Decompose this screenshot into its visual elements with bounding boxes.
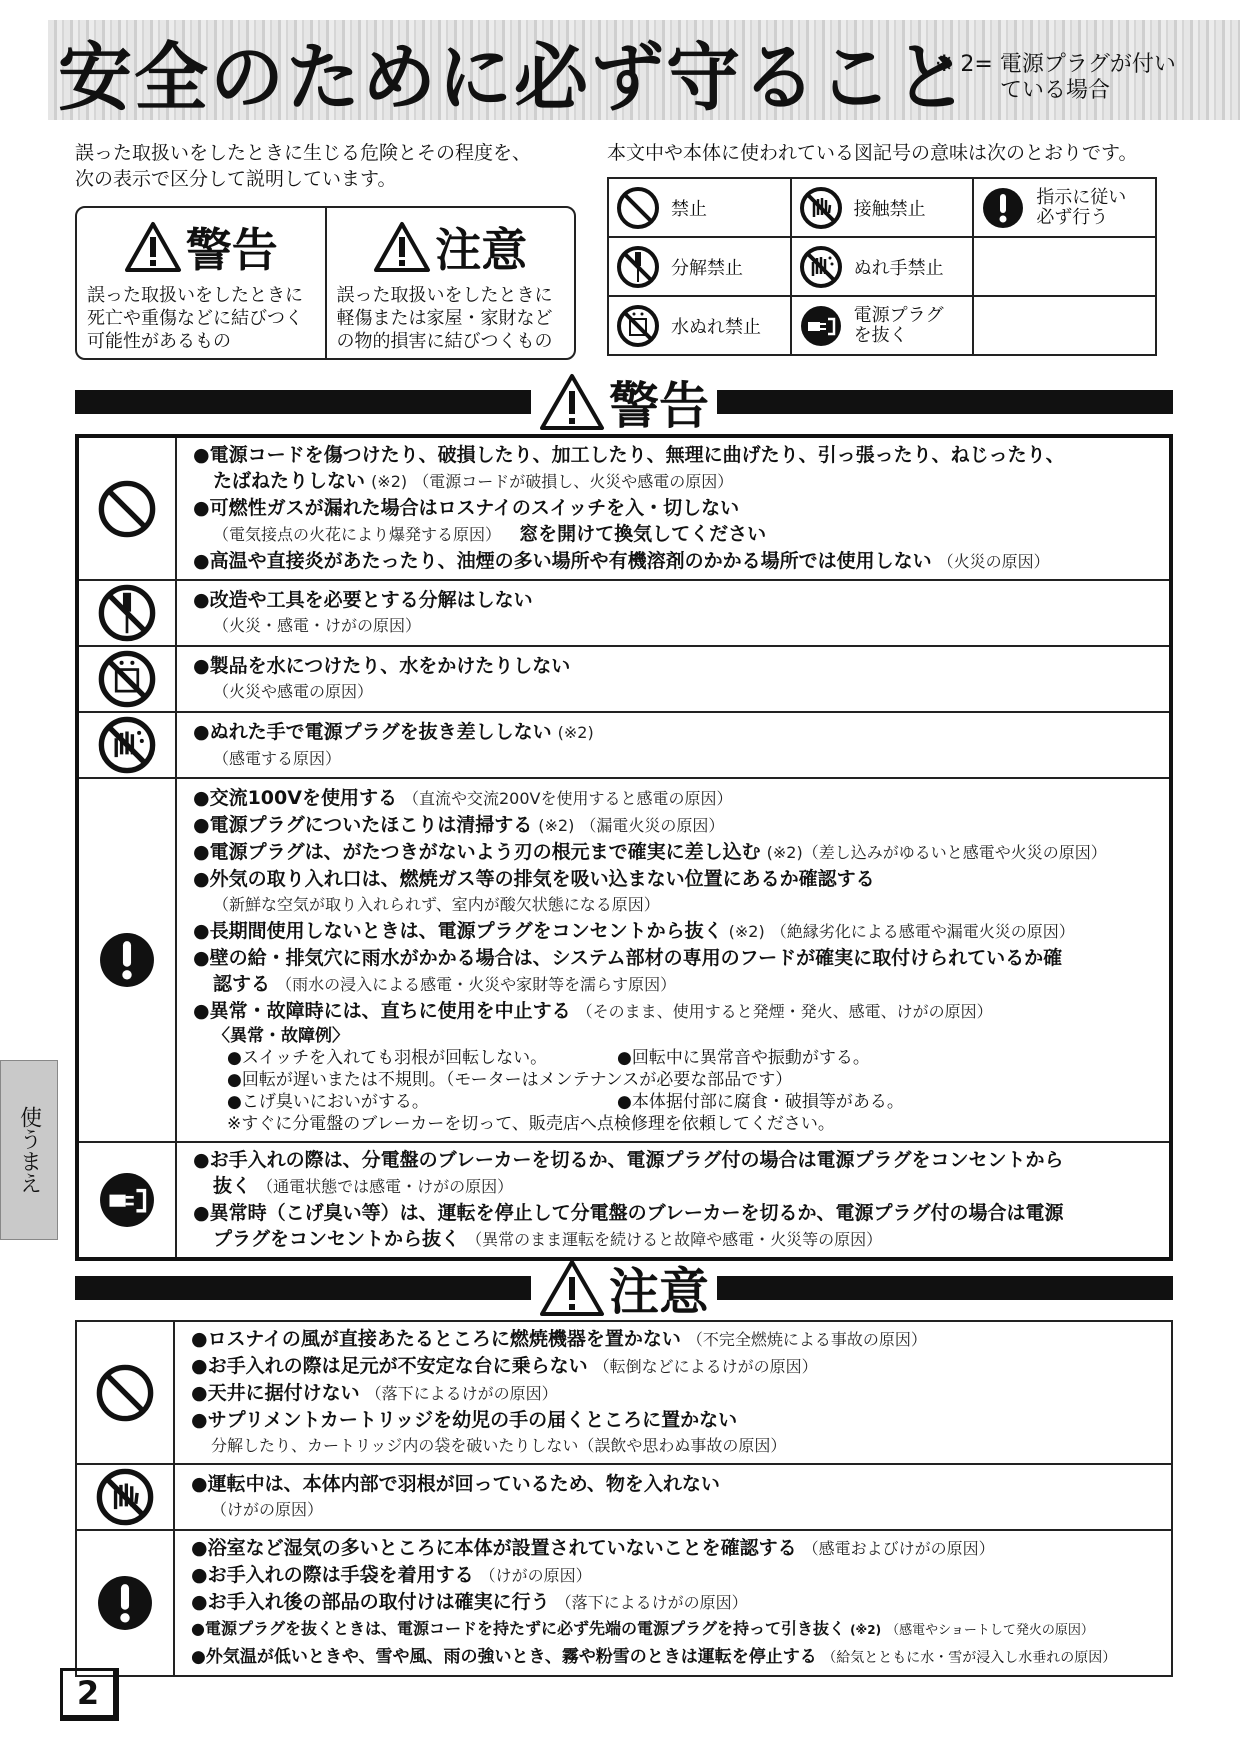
note-line-1: ※ 2= 電源プラグが付い <box>935 52 1176 77</box>
warning-section-header <box>75 372 1173 435</box>
intro-left-line-1: 誤った取扱いをしたときに生じる危険とその程度を、 <box>75 142 532 164</box>
warning-triangle-icon <box>539 373 605 431</box>
example-item: ●回転が遅いまたは不規則。（モーターはメンテナンスが必要な部品です） <box>227 1070 793 1090</box>
symbol-no-disassemble-label: 分解禁止 <box>671 257 743 279</box>
item-text: ●浴室など湿気の多いところに本体が設置されていないことを確認する <box>191 1537 797 1559</box>
caution-triangle-icon <box>539 1259 605 1317</box>
no-water-icon <box>615 303 661 349</box>
no-touch-icon <box>94 1466 156 1528</box>
item-text: たばねたりしない <box>213 470 366 492</box>
item-text: ●異常・故障時には、直ちに使用を中止する <box>193 1000 571 1022</box>
page-number: 2 <box>60 1668 119 1721</box>
prohibit-icon <box>615 185 661 231</box>
warning-desc <box>87 284 315 353</box>
example-heading: 〈異常・故障例〉 <box>213 1026 349 1046</box>
prohibit-icon <box>96 478 158 540</box>
item-text: ●外気の取り入れ口は、燃焼ガス等の排気を吸い込まない位置にあるか確認する <box>193 868 875 890</box>
item-reason: （絶縁劣化による感電や漏電火災の原因） <box>770 922 1075 941</box>
item-reason: （転倒などによるけがの原因） <box>593 1357 818 1376</box>
warning-row-instructions <box>176 778 1171 1142</box>
severity-caution <box>325 208 575 358</box>
caution-desc <box>337 284 565 353</box>
note-ref: (※2) <box>371 472 408 491</box>
warning-row-wet-hands <box>176 712 1171 778</box>
item-reason: （感電やショートして発火の原因） <box>886 1623 1094 1638</box>
warning-row-prohibit <box>176 436 1171 580</box>
note-ref: (※2) <box>850 1623 882 1637</box>
caution-section-header <box>75 1258 1173 1321</box>
item-reason: （落下によるけがの原因） <box>555 1593 748 1612</box>
example-item: ●本体据付部に腐食・破損等がある。 <box>617 1092 904 1112</box>
caution-desc-line: 誤った取扱いをしたときに <box>336 285 553 306</box>
item-text: ●可燃性ガスが漏れた場合はロスナイのスイッチを入・切しない <box>193 497 740 519</box>
item-text: ●お手入れ後の部品の取付けは確実に行う <box>191 1591 550 1613</box>
item-reason: （電源コードが破損し、火災や感電の原因） <box>413 472 734 491</box>
item-text: プラグをコンセントから抜く <box>213 1228 461 1250</box>
item-reason: （そのまま、使用すると発煙・発火、感電、けがの原因） <box>576 1002 993 1021</box>
item-reason: （電気接点の火花により爆発する原因） <box>213 525 502 544</box>
item-reason: （火災・感電・けがの原因） <box>213 616 422 635</box>
caution-table <box>75 1320 1173 1677</box>
item-text: ●外気温が低いときや、雪や風、雨の強いとき、霧や粉雪のときは運転を停止する <box>191 1647 817 1667</box>
item-reason: （給気とともに水・雪が浸入し水垂れの原因） <box>822 1650 1117 1666</box>
caution-desc-line: の物的損害に結びつくもの <box>336 331 553 352</box>
symbol-no-touch-label: 接触禁止 <box>853 198 926 220</box>
example-item: ●回転中に異常音や振動がする。 <box>617 1048 870 1068</box>
note-ref: (※2) <box>538 816 575 835</box>
warning-row-unplug <box>176 1142 1171 1259</box>
item-text: ●運転中は、本体内部で羽根が回っているため、物を入れない <box>191 1473 720 1495</box>
caution-desc-line: 軽傷または家屋・家財など <box>336 308 553 329</box>
note-ref: (※2) <box>557 722 594 742</box>
caution-row-instructions <box>174 1530 1172 1676</box>
intro-right: 本文中や本体に使われている図記号の意味は次のとおりです。 <box>607 142 1138 164</box>
item-reason: （直流や交流200Vを使用すると感電の原因） <box>403 789 733 808</box>
intro-left <box>75 140 531 192</box>
example-note: ※すぐに分電盤のブレーカーを切って、販売店へ点検修理を依頼してください。 <box>227 1114 835 1134</box>
prohibit-icon <box>94 1362 156 1424</box>
item-text: ●製品を水につけたり、水をかけたりしない <box>193 655 571 677</box>
warning-row-water <box>176 646 1171 712</box>
item-reason: （落下によるけがの原因） <box>365 1384 558 1403</box>
example-item: ●スイッチを入れても羽根が回転しない。 <box>227 1048 548 1068</box>
item-reason: （感電する原因） <box>213 748 342 768</box>
symbol-instruct-label-2: 必ず行う <box>1036 206 1109 228</box>
header-bar <box>75 1276 531 1300</box>
caution-row-no-touch <box>174 1464 1172 1530</box>
no-touch-icon <box>798 185 844 231</box>
item-text: ●ロスナイの風が直接あたるところに燃焼機器を置かない <box>191 1328 681 1350</box>
warning-desc-line: 死亡や重傷などに結びつく <box>87 308 303 329</box>
no-disassemble-icon <box>96 582 158 644</box>
item-text: ●電源プラグについたほこりは清掃する <box>193 814 533 836</box>
instruction-icon <box>96 929 158 991</box>
no-disassemble-icon <box>615 244 661 290</box>
severity-warning <box>77 208 325 358</box>
instruction-icon <box>980 185 1026 231</box>
header-bar <box>717 390 1173 414</box>
warning-desc-line: 可能性があるもの <box>87 331 231 352</box>
item-reason: （雨水の浸入による感電・火災や家財等を濡らす原因） <box>276 975 677 994</box>
side-tab <box>0 1060 58 1240</box>
item-text: ●ぬれた手で電源プラグを抜き差ししない <box>193 720 552 743</box>
symbol-instruct-label-1: 指示に従い <box>1036 186 1127 208</box>
item-reason: （新鮮な空気が取り入れられず、室内が酸欠状態になる原因） <box>213 895 660 914</box>
symbol-no-water-label: 水ぬれ禁止 <box>671 316 761 338</box>
header-bar <box>717 1276 1173 1300</box>
item-text: ●お手入れの際は足元が不安定な台に乗らない <box>191 1355 588 1377</box>
note-ref: (※2) <box>728 922 765 941</box>
warning-table <box>75 434 1173 1261</box>
item-text: ●お手入れの際は手袋を着用する <box>191 1564 474 1586</box>
item-text: ●交流100Vを使用する <box>193 787 397 809</box>
warning-triangle-icon <box>124 221 182 273</box>
intro-left-line-2: 次の表示で区分して説明しています。 <box>75 168 397 190</box>
no-wet-hands-icon <box>96 714 158 776</box>
item-reason: （通電状態では感電・けがの原因） <box>257 1177 514 1196</box>
unplug-icon <box>798 303 844 349</box>
no-wet-hands-icon <box>798 244 844 290</box>
unplug-icon <box>96 1169 158 1231</box>
caution-label: 注意 <box>435 223 528 277</box>
item-text: ●電源コードを傷つけたり、破損したり、加工したり、無理に曲げたり、引っ張ったり、ねじったり、 <box>193 444 1065 466</box>
item-reason: （火災の原因） <box>937 552 1050 571</box>
item-text: ●天井に据付けない <box>191 1382 360 1404</box>
warning-section-title: 警告 <box>609 377 709 435</box>
severity-legend <box>75 206 576 360</box>
symbol-legend <box>607 177 1157 356</box>
item-text: ●電源プラグは、がたつきがないよう刃の根元まで確実に差し込む <box>193 841 761 863</box>
item-text: ●異常時（こげ臭い等）は、運転を停止して分電盤のブレーカーを切るか、電源プラグ付の場合は電源 <box>193 1202 1064 1224</box>
symbol-no-wet-hands-label: ぬれ手禁止 <box>853 257 944 279</box>
no-water-icon <box>96 648 158 710</box>
item-text: 抜く <box>213 1175 252 1197</box>
item-text: ●壁の給・排気穴に雨水がかかる場合は、システム部材の専用のフードが確実に取付けられているか確 <box>193 947 1063 969</box>
item-text: 認する <box>213 973 271 995</box>
item-reason: （火災や感電の原因） <box>213 682 374 701</box>
item-reason: （不完全燃焼による事故の原因） <box>686 1330 927 1349</box>
item-text: 窓を開けて換気してください <box>519 523 767 545</box>
example-item: ●こげ臭いにおいがする。 <box>227 1092 429 1112</box>
item-reason: （けがの原因） <box>479 1566 592 1585</box>
item-text: ●長期間使用しないときは、電源プラグをコンセントから抜く <box>193 920 723 942</box>
item-reason: （感電およびけがの原因） <box>802 1539 995 1558</box>
item-reason: 分解したり、カートリッジ内の袋を破いたりしない（誤飲や思わぬ事故の原因） <box>211 1436 787 1455</box>
symbol-prohibit-label: 禁止 <box>671 198 707 220</box>
warning-desc-line: 誤った取扱いをしたときに <box>87 285 303 306</box>
item-reason: （異常のまま運転を続けると故障や感電・火災等の原因） <box>466 1230 883 1249</box>
symbol-unplug-label-2: を抜く <box>853 324 908 346</box>
caution-section-title: 注意 <box>609 1263 709 1321</box>
symbol-unplug-label-1: 電源プラグ <box>853 304 944 326</box>
caution-row-prohibit <box>174 1321 1172 1464</box>
item-text: ●サプリメントカートリッジを幼児の手の届くところに置かない <box>191 1409 738 1431</box>
item-text: ●電源プラグを抜くときは、電源コードを持たずに必ず先端の電源プラグを持って引き抜く <box>191 1619 845 1638</box>
note-line-2: ている場合 <box>1000 78 1111 103</box>
item-text: ●高温や直接炎があたったり、油煙の多い場所や有機溶剤のかかる場所では使用しない <box>193 550 932 572</box>
item-text: ●お手入れの際は、分電盤のブレーカーを切るか、電源プラグ付の場合は電源プラグをコンセントから <box>193 1149 1064 1171</box>
item-reason: （漏電火災の原因） <box>580 816 725 835</box>
warning-row-disassemble <box>176 580 1171 646</box>
warning-label: 警告 <box>185 223 278 277</box>
page-title: 安全のために必ず守ること <box>58 35 970 121</box>
caution-triangle-icon <box>373 221 431 273</box>
item-reason: （けがの原因） <box>211 1500 324 1519</box>
header-note <box>935 52 1176 104</box>
item-text: ●改造や工具を必要とする分解はしない <box>193 589 533 611</box>
side-tab-label: 使うまえ <box>16 1106 42 1194</box>
item-reason: （差し込みがゆるいと感電や火災の原因） <box>802 843 1107 862</box>
header-bar <box>75 390 531 414</box>
note-ref: (※2) <box>766 843 803 862</box>
instruction-icon <box>94 1572 156 1634</box>
